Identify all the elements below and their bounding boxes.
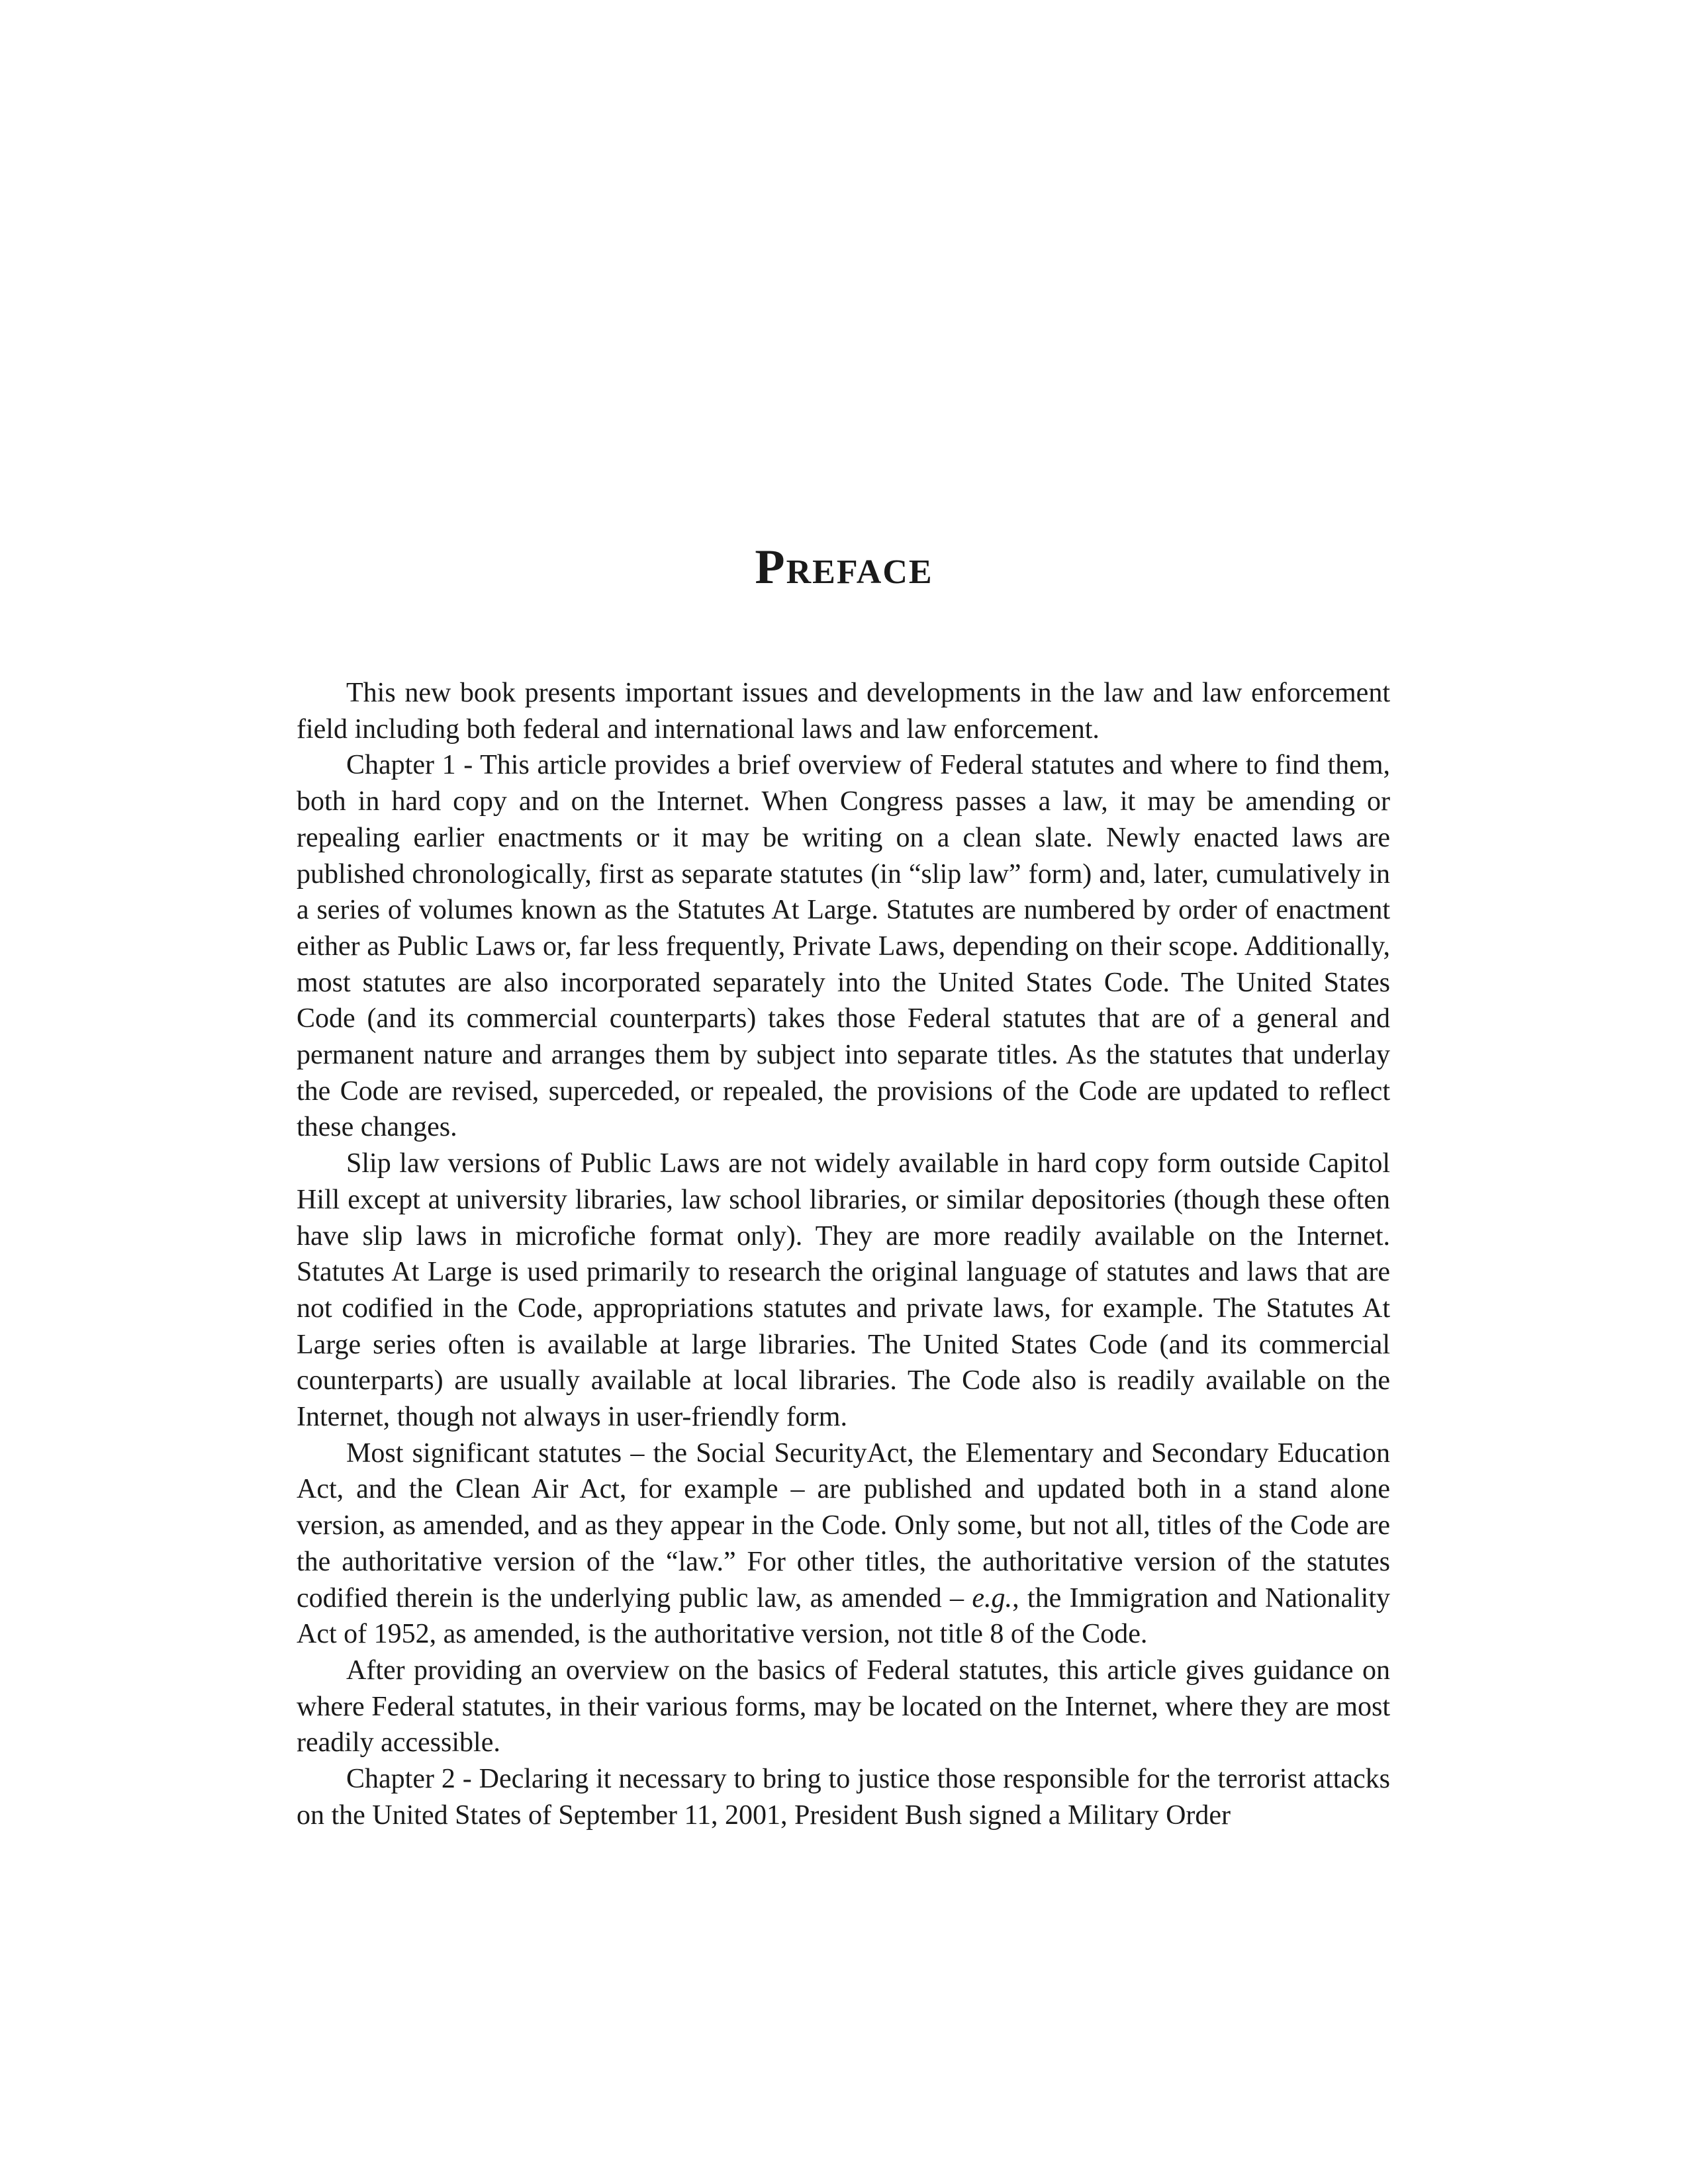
paragraph-text: Most significant statutes – the Social SecurityAct, the Elementary and Secondary Education Act, and the Clean Air Act, for example – are published and updated both in a stand alone version, as amended, and as they appear in the Code. Only some, but not all, titles of the Code are the authoritative version of the “law.” For other titles, the authoritative version of the statutes codified therein is the underlying public law, as amended –: [297, 1437, 1390, 1614]
paragraph-chapter-2: Chapter 2 - Declaring it necessary to bring to justice those responsible for the terrorist attacks on the United States of September 11, 2001, President Bush signed a Military Order: [297, 1764, 1390, 1831]
paragraph-emphasis: e.g.: [972, 1582, 1013, 1614]
paragraph-text: , the Immigration and Nationality Act of 1952, as amended, is the authoritative version, not title 8 of the Code.: [297, 1582, 1390, 1650]
preface-body: [297, 675, 1390, 1834]
paragraph-chapter-1: Chapter 1 - This article provides a brief overview of Federal statutes and where to find them, both in hard copy and on the Internet. When Congress passes a law, it may be amending or repealing earlier enactments or it may be writing on a clean slate. Newly enacted laws are published chronologically, first as separate statutes (in “slip law” form) and, later, cumulatively in a series of volumes known as the Statutes At Large. Statutes are numbered by order of enactment either as Public Laws or, far less frequently, Private Laws, depending on their scope. Additionally, most statutes are also incorporated separately into the United States Code. The United States Code (and its commercial counterparts) takes those Federal statutes that are of a general and permanent nature and arranges them by subject into separate titles. As the statutes that underlay the Code are revised, superceded, or repealed, the provisions of the Code are updated to reflect these changes.: [297, 750, 1390, 1143]
paragraph-internet-guidance: After providing an overview on the basics of Federal statutes, this article gives guidance on where Federal statutes, in their various forms, may be located on the Internet, where they are most readily accessible.: [297, 1655, 1390, 1758]
paragraph-slip-law: Slip law versions of Public Laws are not widely available in hard copy form outside Capitol Hill except at university libraries, law school libraries, or similar depositories (though these often have slip laws in microfiche format only). They are more readily available on the Internet. Statutes At Large is used primarily to research the original language of statutes and laws that are not codified in the Code, appropriations statutes and private laws, for example. The Statutes At Large series often is available at large libraries. The United States Code (and its commercial counterparts) are usually available at local libraries. The Code also is readily available on the Internet, though not always in user-friendly form.: [297, 1148, 1390, 1433]
paragraph-intro: This new book presents important issues and developments in the law and law enforcement field including both federal and international laws and law enforcement.: [297, 678, 1390, 745]
paragraph-significant-statutes: [297, 1435, 1390, 1653]
page-title: Preface: [755, 540, 933, 594]
